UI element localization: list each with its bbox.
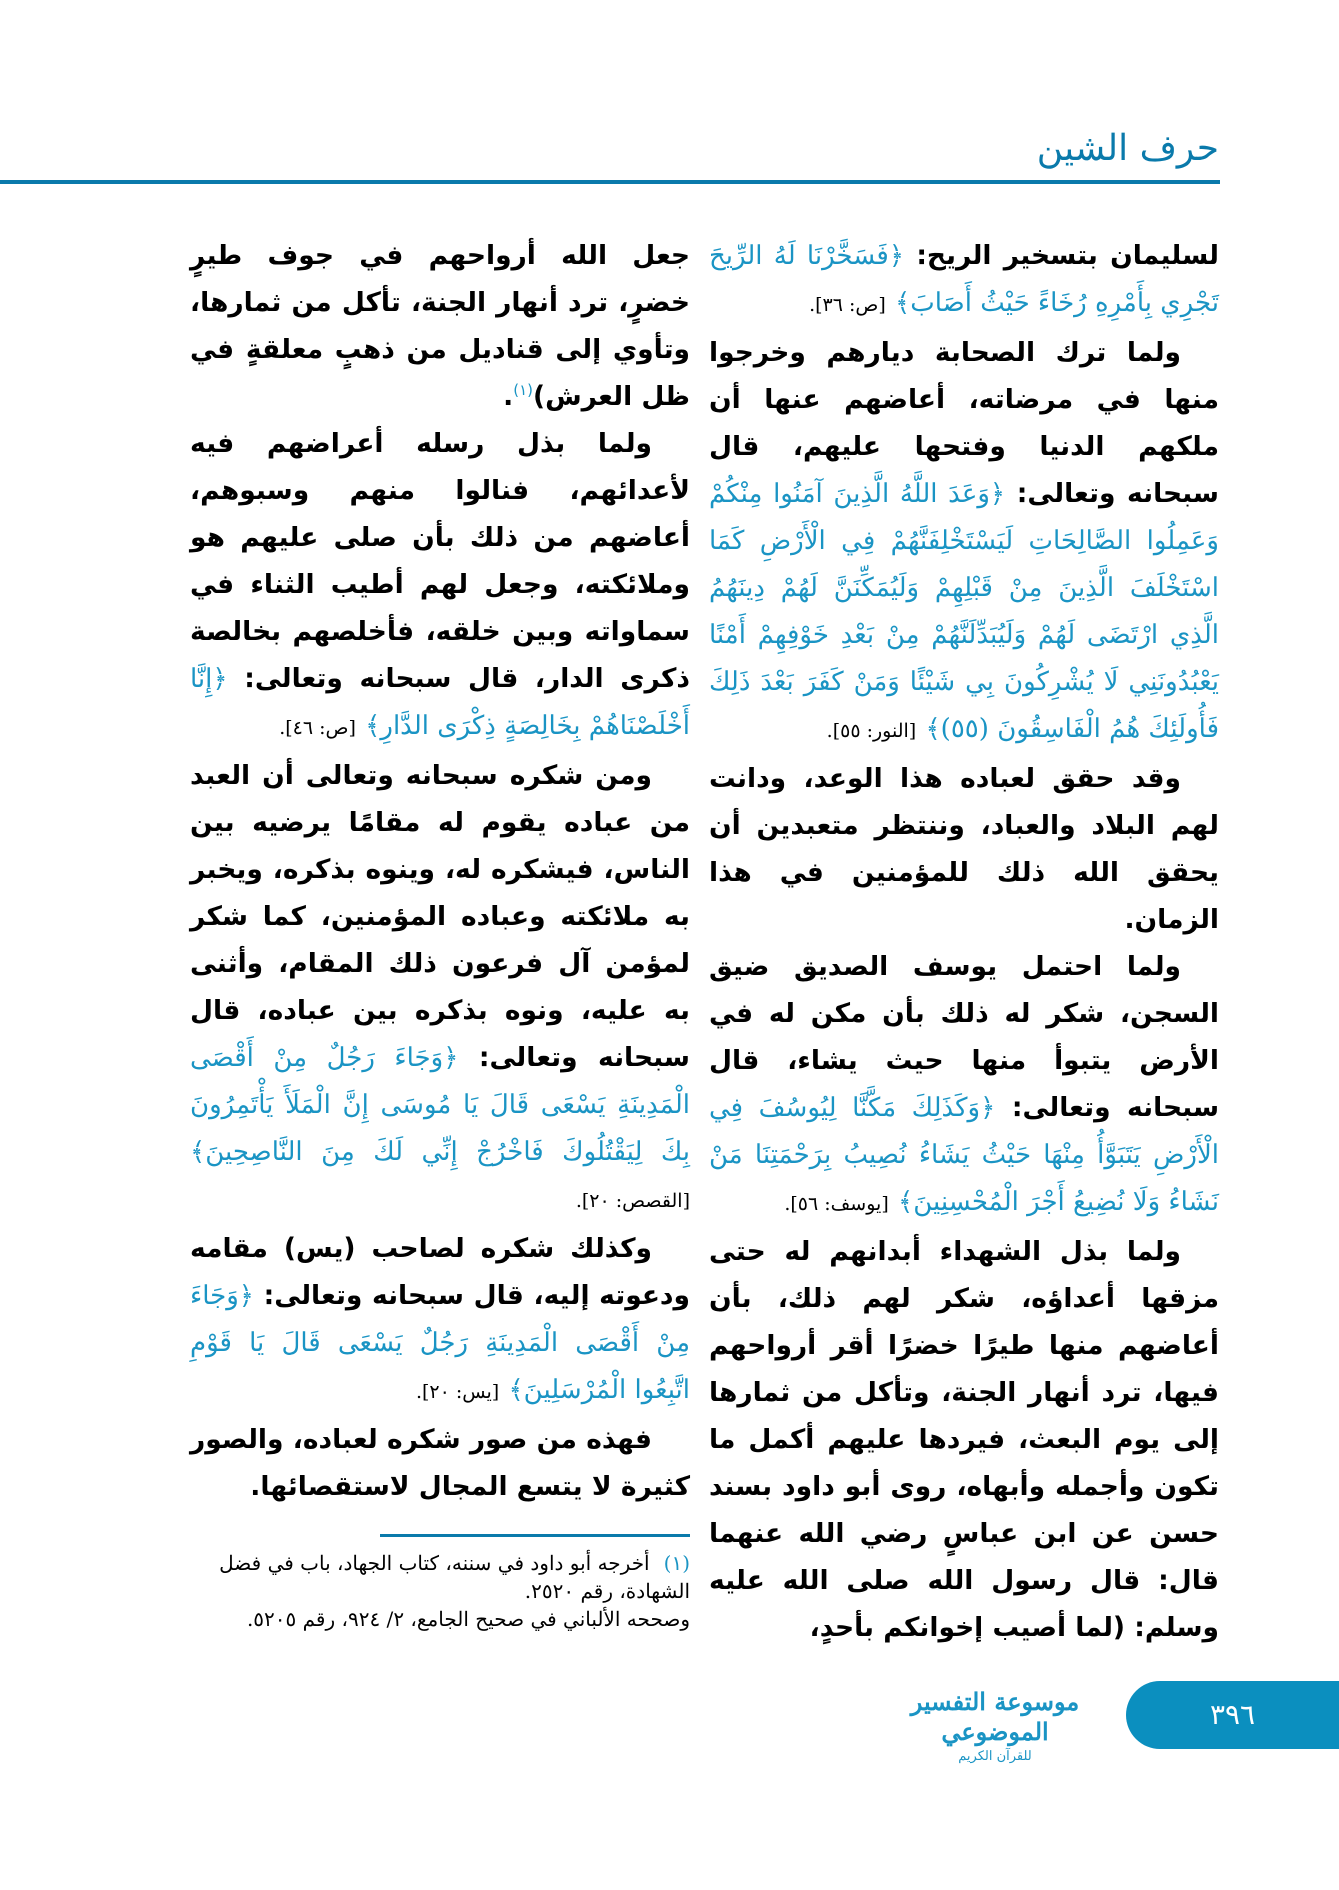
verse-open-bracket: ﴿ — [888, 241, 905, 271]
paragraph — [190, 1225, 690, 1416]
paragraph — [190, 232, 690, 420]
verse-close-bracket: ﴾ — [190, 1137, 206, 1167]
footnote-item-continued: وصححه الألباني في صحيح الجامع، ٢/ ٩٢٤، رقم ٥٢٠٥. — [246, 1607, 690, 1631]
verse-text: وَجَاءَ رَجُلٌ مِنْ أَقْصَى الْمَدِينَةِ يَسْعَى قَالَ يَا مُوسَى إِنَّ الْمَلَأَ يَأْتَمِرُونَ بِكَ لِيَقْتُلُوكَ فَاخْرُجْ إِنِّي لَكَ مِنَ النَّاصِحِينَ — [190, 1043, 690, 1167]
body-text: ولما احتمل يوسف الصديق ضيق السجن، شكر له ذلك بأن مكن له في الأرض يتبوأ منها حيث يشاء، قال سبحانه وتعالى: — [709, 951, 1220, 1123]
verse-close-bracket: ﴾ — [895, 288, 911, 318]
paragraph: فهذه من صور شكره لعباده، والصور كثيرة لا يتسع المجال لاستقصائها. — [190, 1424, 690, 1502]
verse-reference: [يوسف: ٥٦]. — [784, 1193, 889, 1215]
quran-verse — [709, 479, 1219, 744]
verse-close-bracket: ﴾ — [925, 714, 941, 744]
footnote-marker[interactable]: (١) — [513, 381, 533, 400]
verse-close-bracket: ﴾ — [897, 1187, 914, 1217]
body-text: . — [503, 381, 514, 412]
page-footer — [0, 1681, 1339, 1791]
footnote-number: (١) — [663, 1551, 690, 1575]
footnote-item — [190, 1549, 690, 1605]
paragraph — [709, 943, 1219, 1228]
body-text: ومن شكره سبحانه وتعالى أن العبد من عباده يقوم له مقامًا يرضيه بين الناس، فيشكره له، وينوه بذكره، ويخبر به ملائكته وعباده المؤمنين، كما شكر لمؤمن آل فرعون ذلك المقام، وأثنى به عليه، ونوه بذكره بين عباده، قال سبحانه وتعالى: — [190, 760, 690, 1073]
verse-open-bracket: ﴿ — [989, 479, 1006, 509]
columns — [0, 232, 1339, 1651]
body-text: وكذلك شكره لصاحب (يس) مقامه ودعوته إليه، قال سبحانه وتعالى: — [190, 1233, 690, 1311]
ayah-number-text: ٥٥ — [950, 714, 979, 744]
paragraph — [709, 232, 1219, 329]
footnote-block — [190, 1534, 690, 1633]
paragraph: وقد حقق لعباده هذا الوعد، ودانت لهم البلاد والعباد، وننتظر متعبدين أن يحقق الله ذلك للمؤمنين في هذا الزمان. — [709, 763, 1219, 935]
body-text: جعل الله أرواحهم في جوف طيرٍ خضرٍ، ترد أنهار الجنة، تأكل من ثمارها، وتأوي إلى قناديل من ذهبٍ معلقةٍ في ظل العرش) — [190, 240, 690, 412]
paragraph — [190, 752, 690, 1225]
verse-reference: [ص: ٣٦]. — [809, 294, 886, 316]
verse-reference: [ص: ٤٦]. — [279, 717, 356, 739]
paragraph — [190, 420, 690, 752]
series-logo — [880, 1687, 1110, 1765]
paragraph: ولما بذل الشهداء أبدانهم له حتى مزقها أعداؤه، شكر لهم ذلك، بأن أعاضهم منها طيرًا خضرًا أقر أرواحهم فيها، ترد أنهار الجنة، وتأكل من ثمارها إلى يوم البعث، فيردها عليهم أكمل ما تكون وأجمله وأبهاه، روى أبو داود بسند حسن عن ابن عباسٍ رضي الله عنهما قال: قال رسول الله صلى الله عليه وسلم: (لما أصيب إخوانكم بأحدٍ، — [709, 1236, 1219, 1643]
logo-subtitle: للقرآن الكريم — [958, 1749, 1032, 1764]
ayah-number: (٥٥) — [940, 714, 989, 744]
verse-text: فَسَخَّرْنَا لَهُ الرِّيحَ تَجْرِي بِأَمْرِهِ رُخَاءً حَيْثُ أَصَابَ — [709, 241, 1219, 318]
verse-text: وَعَدَ اللَّهُ الَّذِينَ آمَنُوا مِنْكُمْ وَعَمِلُوا الصَّالِحَاتِ لَيَسْتَخْلِفَنَّهُمْ فِي الْأَرْضِ كَمَا اسْتَخْلَفَ الَّذِينَ مِنْ قَبْلِهِمْ وَلَيُمَكِّنَنَّ لَهُمْ دِينَهُمُ الَّذِي ارْتَضَى لَهُمْ وَلَيُبَدِّلَنَّهُمْ مِنْ بَعْدِ خَوْفِهِمْ أَمْنًا يَعْبُدُونَنِي لَا يُشْرِكُونَ بِي شَيْئًا وَمَنْ كَفَرَ بَعْدَ ذَلِكَ فَأُولَئِكَ هُمُ الْفَاسِقُونَ — [709, 479, 1219, 744]
verse-close-bracket: ﴾ — [508, 1375, 524, 1405]
verse-open-bracket: ﴿ — [443, 1043, 459, 1073]
verse-text: إِنَّا أَخْلَصْنَاهُمْ بِخَالِصَةٍ ذِكْرَى الدَّارِ — [190, 664, 690, 741]
body-text: ولما ترك الصحابة ديارهم وخرجوا منها في مرضاته، أعاضهم عنها أن ملكهم الدنيا وفتحها عليهم، قال سبحانه وتعالى: — [709, 337, 1219, 509]
verse-open-bracket: ﴿ — [238, 1281, 255, 1311]
footnote-rule — [380, 1534, 690, 1537]
body-text: ولما بذل رسله أعراضهم فيه لأعدائهم، فنالوا منهم وسبوهم، أعاضهم من ذلك بأن صلى عليهم هو وملائكته، وجعل لهم أطيب الثناء في سماواته وبين خلقه، فأخلصهم بخالصة ذكرى الدار، قال سبحانه وتعالى: — [190, 428, 690, 694]
verse-reference: [يس: ٢٠]. — [415, 1381, 500, 1403]
verse-reference: [القصص: ٢٠]. — [575, 1190, 690, 1212]
verse-text: وَكَذَلِكَ مَكَّنَّا لِيُوسُفَ فِي الْأَرْضِ يَتَبَوَّأُ مِنْهَا حَيْثُ يَشَاءُ نُصِيبُ بِرَحْمَتِنَا مَنْ نَشَاءُ وَلَا نُضِيعُ أَجْرَ الْمُحْسِنِينَ — [709, 1093, 1219, 1217]
verse-close-bracket: ﴾ — [365, 711, 381, 741]
verse-open-bracket: ﴿ — [212, 664, 228, 694]
right-column — [709, 232, 1219, 1651]
body-text: لسليمان بتسخير الريح: — [916, 240, 1219, 271]
verse-reference: [النور: ٥٥]. — [826, 720, 917, 742]
paragraph — [709, 329, 1219, 755]
chapter-title: حرف الشين — [1036, 128, 1219, 169]
logo-title: موسوعة التفسير الموضوعي — [910, 1687, 1080, 1746]
page-number-badge: ٣٩٦ — [1126, 1681, 1339, 1749]
verse-text: وَجَاءَ مِنْ أَقْصَى الْمَدِينَةِ رَجُلٌ يَسْعَى قَالَ يَا قَوْمِ اتَّبِعُوا الْمُرْسَلِينَ — [190, 1281, 690, 1405]
footnote-text: أخرجه أبو داود في سننه، كتاب الجهاد، باب في فضل الشهادة، رقم ٢٥٢٠. — [219, 1551, 690, 1603]
left-column — [190, 232, 690, 1633]
footnotes — [190, 1549, 690, 1633]
verse-open-bracket: ﴿ — [980, 1093, 996, 1123]
